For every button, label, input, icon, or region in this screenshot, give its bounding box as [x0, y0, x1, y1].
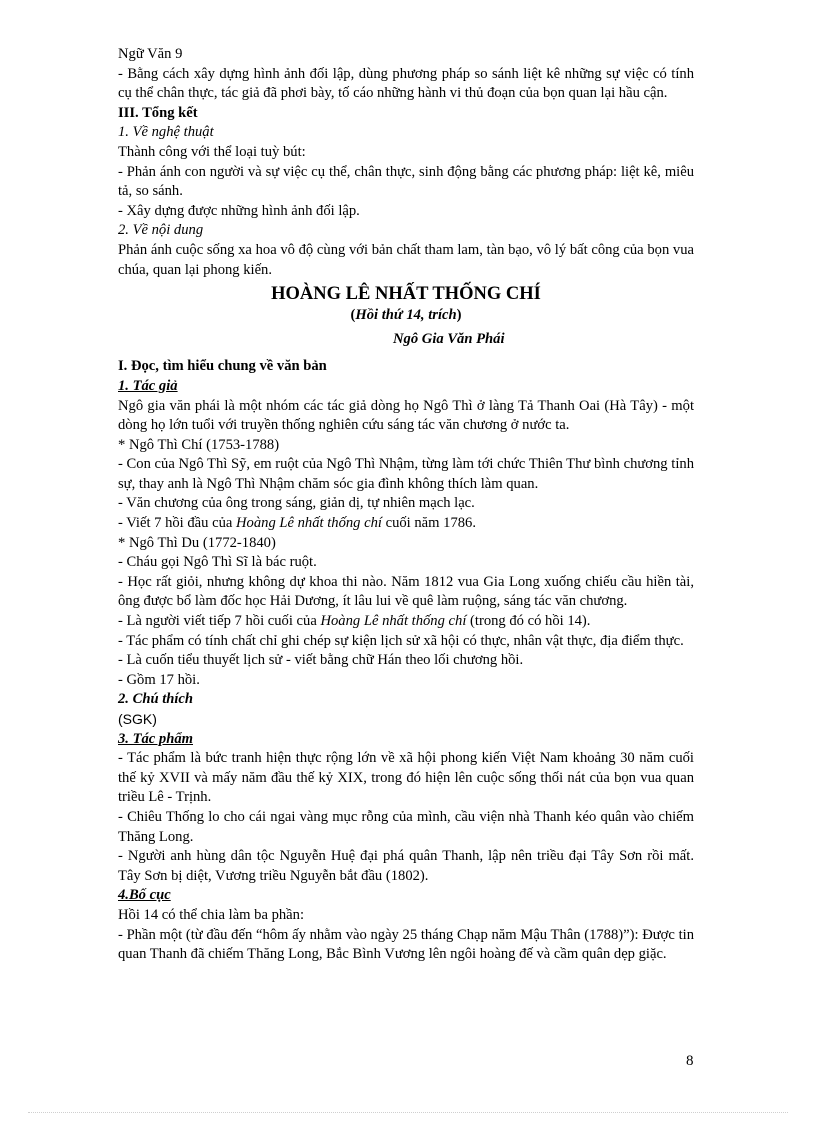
work-subtitle [118, 306, 694, 326]
list-item-du-1: - Cháu gọi Ngô Thì Sĩ là bác ruột. [118, 554, 317, 571]
list-item-du-3 [118, 612, 694, 632]
heading-layout: 4.Bố cục [118, 887, 171, 904]
list-item-art-1: - Phản ánh con người và sự việc cụ thể, chân thực, sinh động bằng các phương pháp: liệt kê, miêu tả, so sánh. [118, 163, 694, 200]
du-3-work-title: Hoàng Lê nhất thống chí [320, 613, 467, 630]
subject-header: Ngữ Văn 9 [118, 46, 183, 62]
list-item-art-2: - Xây dựng được những hình ảnh đối lập. [118, 202, 360, 219]
list-item-du-6: - Gồm 17 hồi. [118, 671, 200, 688]
list-item-layout-1: - Phần một (từ đầu đến “hôm ấy nhằm vào ngày 25 tháng Chạp năm Mậu Thân (1788)”): Được tin quan Thanh đã chiếm Thăng Long, Bắc Bình Vương lên ngôi hoàng đế và cầm quân dẹp giặc. [118, 926, 694, 963]
list-item-du-2: - Học rất giỏi, nhưng không dự khoa thi nào. Năm 1812 vua Gia Long xuống chiếu cầu hiền tài, ông được bổ làm đốc học Hải Dương, ít lâu lui về quê làm ruộng, sáng tác văn chương. [118, 573, 694, 610]
list-item-du-5: - Là cuốn tiểu thuyết lịch sử - viết bằng chữ Hán theo lối chương hồi. [118, 652, 524, 669]
notes-text: (SGK) [118, 711, 157, 727]
page-number: 8 [686, 1053, 694, 1069]
heading-author: 1. Tác giả [118, 377, 178, 394]
document-page [118, 45, 694, 965]
du-3-prefix: - Là người viết tiếp 7 hồi cuối của [118, 613, 321, 630]
chi-3-work-title: Hoàng Lê nhất thống chí [236, 515, 382, 532]
list-item-chi-2: - Văn chương của ông trong sáng, giản dị, tự nhiên mạch lạc. [118, 495, 475, 512]
list-item-chi-1: - Con của Ngô Thì Sỹ, em ruột của Ngô Thì Nhậm, từng làm tới chức Thiên Thư bình chương tỉnh sự, thay anh là Ngô Thì Nhậm chăm sóc gia đình không thích làm quan. [118, 456, 694, 492]
heading-section-1: I. Đọc, tìm hiểu chung về văn bản [118, 358, 327, 375]
footer-divider [28, 1112, 788, 1113]
list-item-work-1: - Tác phẩm là bức tranh hiện thực rộng lớn về xã hội phong kiến Việt Nam khoảng 30 năm cuối thế kỷ XVII và mấy năm đầu thế kỷ XIX, trong đó hiện lên cuộc sống thối nát của bọn vua quan triều Lê - Trịnh. [118, 750, 694, 806]
paragraph-contrast: - Bằng cách xây dựng hình ảnh đối lập, dùng phương pháp so sánh liệt kê những sự việc có tính cụ thể chân thực, tác giả đã phơi bày, tố cáo những hành vi thủ đoạn của bọn quan lại hầu cận. [118, 65, 694, 102]
subtitle-text: Hồi thứ 14, trích [355, 307, 457, 324]
heading-art: 1. Về nghệ thuật [118, 124, 214, 141]
chi-3-suffix: cuối năm 1786. [381, 515, 476, 532]
paragraph-layout-intro: Hồi 14 có thể chia làm ba phần: [118, 906, 305, 923]
list-item-work-3: - Người anh hùng dân tộc Nguyễn Huệ đại phá quân Thanh, lập nên triều đại Tây Sơn rồi mất. Tây Sơn bị diệt, Vương triều Nguyễn bắt đầu (1802). [118, 848, 694, 884]
list-item-du-4: - Tác phẩm có tính chất chỉ ghi chép sự kiện lịch sử xã hội có thực, nhân vật thực, địa điểm thực. [118, 632, 684, 649]
heading-work: 3. Tác phẩm [118, 730, 193, 747]
work-author: Ngô Gia Văn Phái [393, 330, 505, 347]
work-title: HOÀNG LÊ NHẤT THỐNG CHÍ [271, 284, 541, 305]
chi-3-prefix: - Viết 7 hồi đầu của [118, 515, 237, 532]
heading-summary: III. Tổng kết [118, 104, 198, 121]
author-chi-name: * Ngô Thì Chí (1753-1788) [118, 436, 280, 453]
list-item-chi-3 [118, 514, 694, 534]
paragraph-author-intro: Ngô gia văn phái là một nhóm các tác giả dòng họ Ngô Thì ở làng Tả Thanh Oai (Hà Tây) - một dòng họ lớn tuổi với truyền thống nghiên cứu sáng tác văn chương ở nước ta. [118, 397, 694, 434]
subtitle-open-paren: ( [350, 307, 356, 324]
subtitle-close-paren: ) [456, 307, 462, 324]
paragraph-art-intro: Thành công với thể loại tuỳ bút: [118, 143, 306, 160]
list-item-work-2: - Chiêu Thống lo cho cái ngai vàng mục rỗng của mình, cầu viện nhà Thanh kéo quân vào chiếm Thăng Long. [118, 808, 694, 845]
author-du-name: * Ngô Thì Du (1772-1840) [118, 534, 276, 551]
paragraph-content: Phản ánh cuộc sống xa hoa vô độ cùng với bản chất tham lam, tàn bạo, vô lý bất công của bọn vua chúa, quan lại phong kiến. [118, 241, 694, 278]
du-3-suffix: (trong đó có hồi 14). [466, 613, 591, 630]
heading-content: 2. Về nội dung [118, 222, 204, 239]
heading-notes: 2. Chú thích [118, 691, 194, 708]
